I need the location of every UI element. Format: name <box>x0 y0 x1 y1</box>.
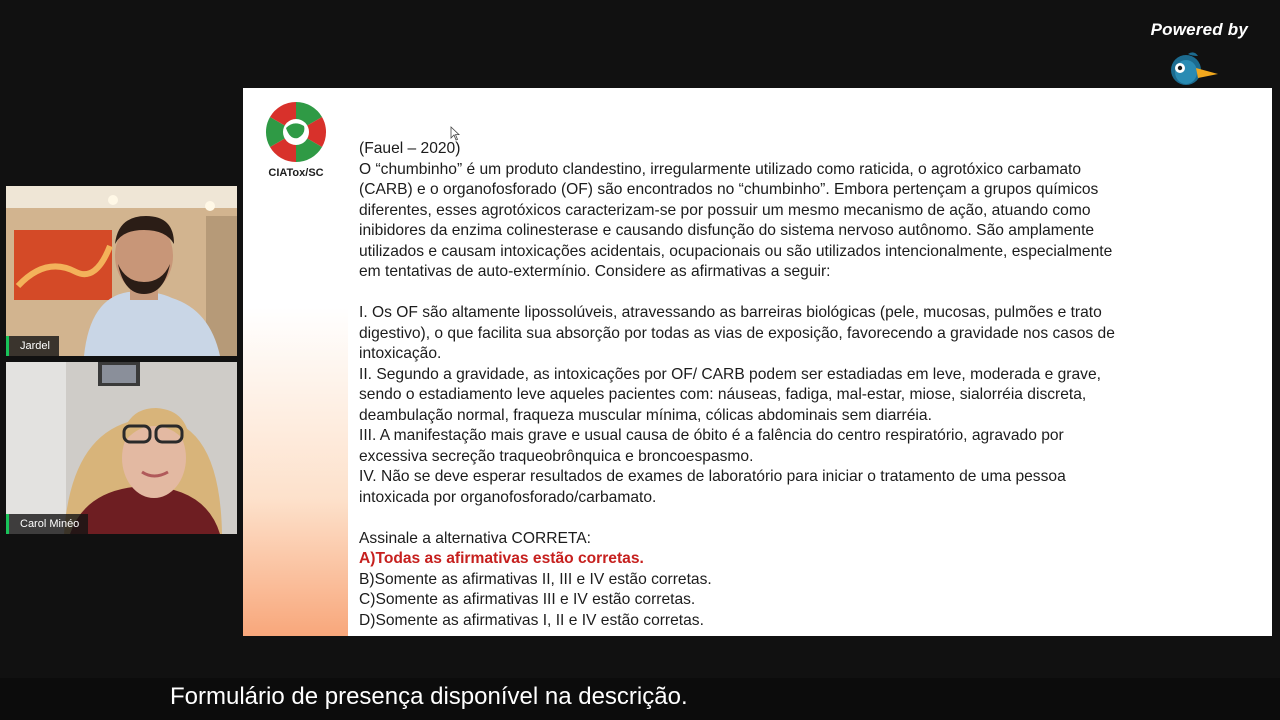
presentation-slide <box>243 88 1272 636</box>
intro-line: O “chumbinho” é um produto clandestino, irregularmente utilizado como raticida, o agrotóxico carbamato <box>359 160 1082 178</box>
statement-line: digestivo), o que facilita sua absorção por todas as vias de exposição, favorecendo a gravidade nos casos de <box>359 324 1115 342</box>
participant-video-jardel[interactable] <box>6 186 237 356</box>
question-prompt: Assinale a alternativa CORRETA: <box>359 529 591 547</box>
video-frame-carol <box>6 362 237 534</box>
statement-line: intoxicada por organofosforado/carbamato. <box>359 488 657 506</box>
option-a-correct: A)Todas as afirmativas estão corretas. <box>359 550 644 567</box>
statement-line: intoxicação. <box>359 345 442 362</box>
intro-line: utilizados e causam intoxicações acidentais, ocupacionais ou são utilizados intencionalmente, especialmente <box>359 242 1113 260</box>
intro-line: (CARB) e o organofosforado (OF) são encontrados no “chumbinho”. Embora pertençam a grupos químicos <box>359 181 1099 198</box>
statement-line: IV. Não se deve esperar resultados de exames de laboratório para iniciar o tratamento de uma pessoa <box>359 468 1066 485</box>
option-c: C)Somente as afirmativas III e IV estão corretas. <box>359 591 696 608</box>
statement-line: III. A manifestação mais grave e usual causa de óbito é a falência do centro respiratório, agravado por <box>359 427 1064 444</box>
participant-name-jardel: Jardel <box>6 336 59 356</box>
intro-line: diferentes, esses agrotóxicos caracterizam-se por possuir um mesmo mecanismo de ação, atuando como <box>359 201 1091 219</box>
ciatox-logo-label: CIATox/SC <box>268 167 324 179</box>
intro-line: em tentativas de auto-extermínio. Considere as afirmativas a seguir: <box>359 263 831 280</box>
option-b: B)Somente as afirmativas II, III e IV estão corretas. <box>359 570 712 588</box>
question-source: (Fauel – 2020) <box>359 140 461 157</box>
statement-line: I. Os OF são altamente lipossolúveis, atravessando as barreiras biológicas (pele, mucosas, pulmões e trato <box>359 304 1102 321</box>
spacer <box>359 283 1239 304</box>
video-frame-jardel <box>6 186 237 356</box>
spacer <box>359 508 1239 529</box>
question-content <box>359 139 1239 631</box>
participant-name-carol: Carol Minéo <box>6 514 88 534</box>
ciatox-logo-icon <box>264 100 328 164</box>
slide-sidebar <box>243 88 348 636</box>
caption-banner <box>0 678 1280 720</box>
streamyard-duck-icon <box>1168 48 1220 86</box>
mouse-cursor-icon <box>450 126 460 141</box>
option-d: D)Somente as afirmativas I, II e IV estão corretas. <box>359 611 704 629</box>
powered-by-label: Powered by <box>1150 20 1248 39</box>
statement-line: II. Segundo a gravidade, as intoxicações por OF/ CARB podem ser estadiadas em leve, moderada e grave, <box>359 365 1101 383</box>
statement-line: sendo o estadiamento leve aqueles pacientes com: náuseas, fadiga, mal-estar, miose, sialorréia discreta, <box>359 386 1087 403</box>
participant-video-carol[interactable] <box>6 362 237 534</box>
statement-line: excessiva secreção traqueobrônquica e broncoespasmo. <box>359 447 754 465</box>
caption-text: Formulário de presença disponível na descrição. <box>170 683 688 710</box>
statement-line: deambulação normal, fraqueza muscular mínima, cólicas abdominais sem diarréia. <box>359 406 932 424</box>
intro-line: inibidores da enzima colinesterase e causando disfunção do sistema nervoso autônomo. São amplamente <box>359 222 1095 239</box>
